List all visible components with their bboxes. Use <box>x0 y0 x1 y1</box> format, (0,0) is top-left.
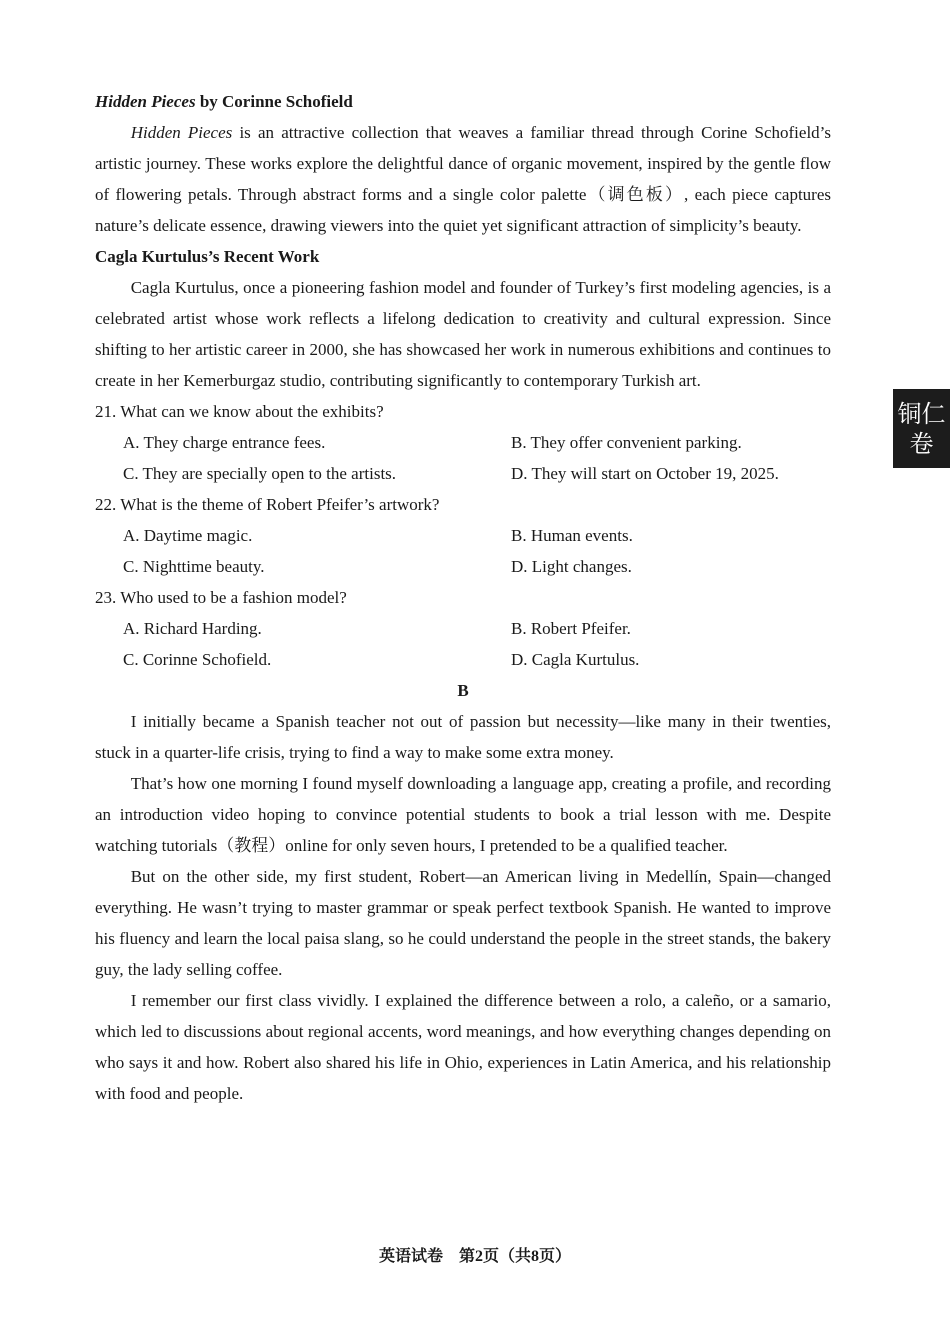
option-a: A. Richard Harding. <box>123 619 262 638</box>
question-stem: 22. What is the theme of Robert Pfeifer’s artwork? <box>95 495 440 514</box>
region-tab-line1: 铜仁 <box>897 399 946 428</box>
option-b: B. Robert Pfeifer. <box>511 619 631 638</box>
section-label-b: B <box>457 681 469 700</box>
option-a: A. Daytime magic. <box>123 526 253 545</box>
page-footer: 英语试卷 第2页（共8页） <box>378 1248 571 1265</box>
option-c: C. They are specially open to the artists. <box>123 464 397 483</box>
artwork-title-cagla: Cagla Kurtulus’s Recent Work <box>95 247 320 266</box>
option-d: D. Light changes. <box>511 557 632 576</box>
option-c: C. Corinne Schofield. <box>123 650 272 669</box>
option-grid <box>95 520 831 582</box>
artwork-description-hidden-pieces: Hidden Pieces is an attractive collection that weaves a familiar thread through Corine Schofield’s artistic journey. These works explore the delightful dance of organic movement, inspired by the gentle flow of flowering petals. Through abstract forms and a single color palette（调色板）, each piece captures nature’s delicate essence, drawing viewers into the quiet yet significant attraction of simplicity’s beauty. <box>95 123 832 235</box>
exam-page <box>95 86 831 1109</box>
option-grid <box>95 427 831 489</box>
artwork-description-cagla: Cagla Kurtulus, once a pioneering fashion model and founder of Turkey’s first modeling agencies, is a celebrated artist whose work reflects a lifelong dedication to creativity and cultural expression. Since shifting to her artistic career in 2000, she has showcased her work in numerous exhibitions and continues to create in her Kemerburgaz studio, contributing significantly to contemporary Turkish art. <box>95 278 831 390</box>
option-grid <box>95 613 831 675</box>
question-21 <box>95 396 831 489</box>
passage-b-paragraph: That’s how one morning I found myself downloading a language app, creating a profile, and recording an introduction video hoping to convince potential students to book a trial lesson with me. Despite watching tutorials（教程）online for only seven hours, I pretended to be a qualified teacher. <box>95 774 831 855</box>
region-tab <box>893 389 950 468</box>
question-23 <box>95 582 831 675</box>
option-c: C. Nighttime beauty. <box>123 557 265 576</box>
passage-b-paragraph: I initially became a Spanish teacher not out of passion but necessity—like many in their twenties, stuck in a quarter-life crisis, trying to find a way to make some extra money. <box>95 712 831 762</box>
question-stem: 23. Who used to be a fashion model? <box>95 588 347 607</box>
option-a: A. They charge entrance fees. <box>123 433 326 452</box>
option-d: D. Cagla Kurtulus. <box>511 650 640 669</box>
artwork-title-hidden-pieces: Hidden Pieces by Corinne Schofield <box>95 92 353 111</box>
option-b: B. They offer convenient parking. <box>511 433 742 452</box>
passage-b-paragraph: I remember our first class vividly. I explained the difference between a rolo, a caleño, or a samario, which led to discussions about regional accents, word meanings, and how everything changes depending on who says it and how. Robert also shared his life in Ohio, experiences in Latin America, and his relationship with food and people. <box>95 991 831 1103</box>
passage-b-paragraph: But on the other side, my first student, Robert—an American living in Medellín, Spain—changed everything. He wasn’t trying to master grammar or speak perfect textbook Spanish. He wanted to improve his fluency and learn the local paisa slang, so he could understand the people in the street stands, the bakery guy, the lady selling coffee. <box>95 867 831 979</box>
option-b: B. Human events. <box>511 526 633 545</box>
question-22 <box>95 489 831 582</box>
region-tab-line2: 卷 <box>909 429 934 458</box>
question-stem: 21. What can we know about the exhibits? <box>95 402 384 421</box>
option-d: D. They will start on October 19, 2025. <box>511 464 779 483</box>
